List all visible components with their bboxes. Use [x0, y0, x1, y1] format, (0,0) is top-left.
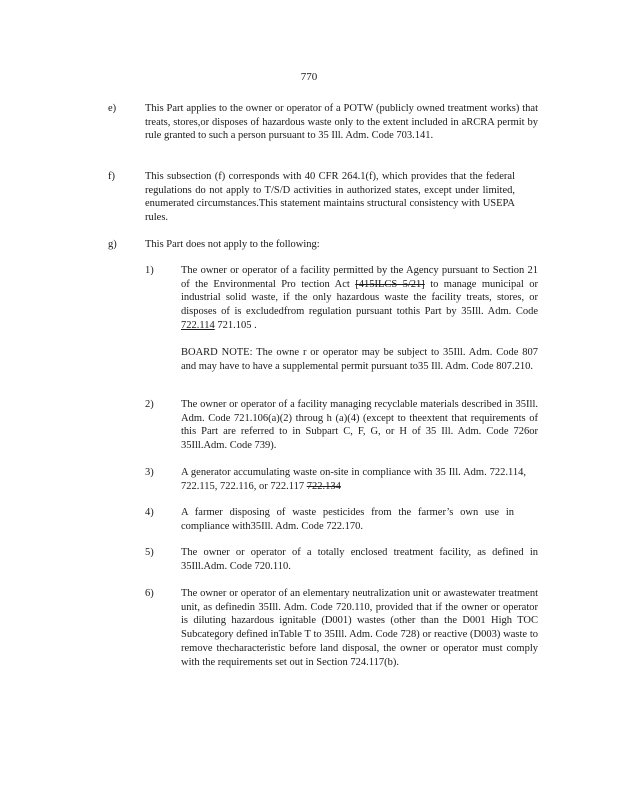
section-g-text: This Part does not apply to the following:	[145, 239, 320, 250]
item-3-text	[181, 466, 526, 493]
item-3-struck-citation: 722.134	[306, 480, 341, 492]
item-2-text: The owner or operator of a facility managing recyclable materials described in 35Ill. Adm. Code 721.106(a)(2) throug h (a)(4) (except to theextent that requirements of this Part are referred to in Subpart C, F, G, or H of 35 Ill. Adm. Code 726or 35Ill.Adm. Code 739).	[181, 399, 538, 452]
item-5-text: The owner or operator of a totally enclosed treatment facility, as defined in 35Ill.Adm. Code 720.110.	[181, 547, 538, 572]
item-1-struck-citation: [415ILCS 5/21]	[355, 278, 425, 290]
item-1-text-after: 721.105 .	[214, 319, 257, 331]
section-f-label: f)	[108, 171, 115, 182]
item-1-underlined-citation: 722.114	[181, 319, 215, 331]
item-1-text-before: The owner or operator of a facility permitted by the Agency pursuant to Section 21 of the Environmental Pro tection Act	[181, 265, 538, 290]
item-6-text: The owner or operator of an elementary neutralization unit or awastewater treatment unit, as definedin 35Ill. Adm. Code 720.110, provided that if the owner or operator is diluting hazardous ignitable (D001) wastes (other than the D001 High TOC Subcategory defined inTable T to 35Ill. Adm. Code 728) or reactive (D003) waste to remove thecharacteristic before land disposal, the owner or operator must comply with the requirements set out in Section 724.117(b).	[181, 588, 538, 668]
section-e-text: This Part applies to the owner or operator of a POTW (publicly owned treatment works) that treats, stores,or disposes of hazardous waste only to the extent included in aRCRA permit by rule granted to such a person pursuant to 35 Ill. Adm. Code 703.141.	[145, 103, 538, 142]
page-number: 770	[300, 71, 318, 83]
section-g-label: g)	[108, 239, 117, 250]
item-3-text-main: A generator accumulating waste on-site in compliance with 35 Ill. Adm. 722.114, 722.115, 722.116, or 722.117	[181, 467, 526, 492]
item-4-label: 4)	[145, 507, 154, 518]
section-f-text: This subsection (f) corresponds with 40 CFR 264.1(f), which provides that the federal regulations do not apply to T/S/D activities in authorized states, except under limited, enumerated circumstances.This statement maintains structural consistency with USEPA rules.	[145, 171, 515, 224]
item-4-text: A farmer disposing of waste pesticides from the farmer’s own use in compliance with35Ill. Adm. Code 722.170.	[181, 507, 514, 532]
item-3-label: 3)	[145, 467, 154, 478]
board-note: BOARD NOTE: The owne r or operator may be subject to 35Ill. Adm. Code 807 and may have to have a supplemental permit pursuant to35 Ill. Adm. Code 807.210.	[181, 347, 538, 372]
item-1-label: 1)	[145, 265, 154, 276]
item-5-label: 5)	[145, 547, 154, 558]
item-6-label: 6)	[145, 588, 154, 599]
item-2-label: 2)	[145, 399, 154, 410]
section-e-label: e)	[108, 103, 117, 114]
item-1-text-mid: to manage municipal or industrial solid waste, if the only hazardous waste the facility treats, stores, or disposes of is excludedfrom regulation pursuant tothis Part by 35Ill. Adm. Code	[181, 278, 538, 318]
item-1-text	[181, 264, 538, 333]
